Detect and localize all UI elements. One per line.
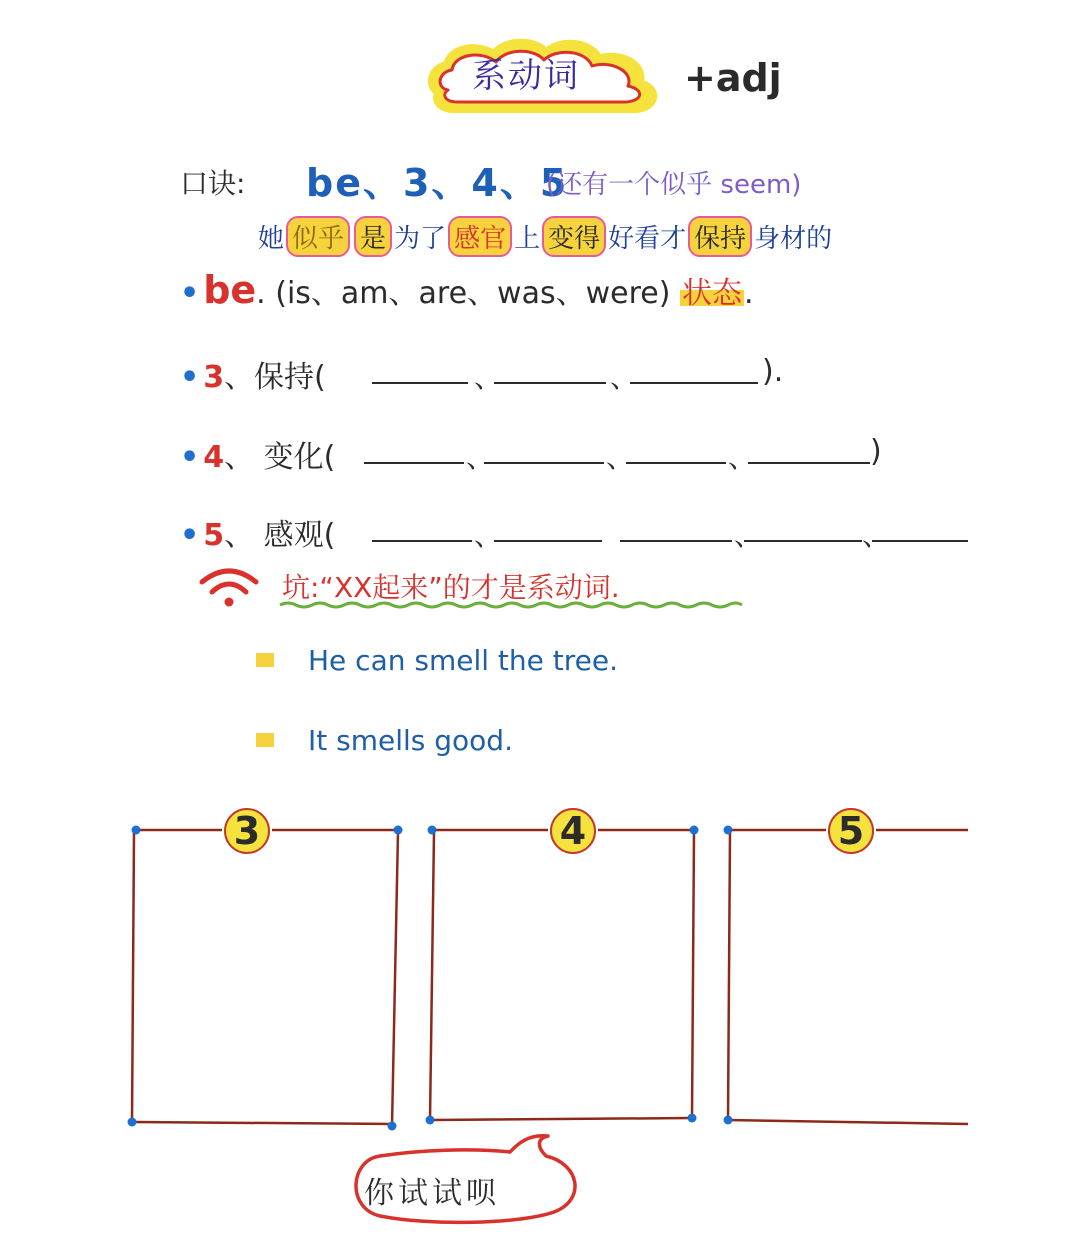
row-4-sep: 、 xyxy=(466,441,495,474)
row-4-num: 4 xyxy=(203,440,225,475)
title-suffix: +adj xyxy=(684,56,782,100)
row-3-end: ). xyxy=(762,354,784,389)
row-be-tag: 状态 xyxy=(681,276,742,311)
row-5-sep: 、 xyxy=(862,519,891,552)
row-4-label: 、 变化( xyxy=(224,440,336,475)
row-5-sep: 、 xyxy=(474,519,503,552)
box-3 xyxy=(132,830,398,1126)
bullet-dot: • xyxy=(180,276,200,311)
box-number-3: 3 xyxy=(224,808,270,854)
box-number-5: 5 xyxy=(828,808,874,854)
sentence-highlight-senses: 感官 xyxy=(448,216,512,257)
row-be-text: . (is、am、are、was、were) xyxy=(256,276,671,311)
box-4 xyxy=(430,830,694,1120)
try-button[interactable]: 你试试呗 xyxy=(364,1176,500,1211)
row-3-num: 3 xyxy=(203,360,225,395)
sentence-part: 身材的 xyxy=(754,224,833,254)
row-3-label: 、保持( xyxy=(224,360,326,395)
row-3-sep: 、 xyxy=(610,361,639,394)
mnemonic-note: (还有一个似乎 seem) xyxy=(546,170,802,200)
pitfall-text: 坑:“XX起来”的才是系动词. xyxy=(282,571,620,604)
sentence-part: 她 xyxy=(258,224,285,254)
mnemonic-label: 口诀: xyxy=(180,167,246,200)
example-text: It smells good. xyxy=(308,724,513,757)
box-number-4: 4 xyxy=(550,808,596,854)
sentence-highlight-be: 是 xyxy=(354,216,392,257)
row-5-label: 、 感观( xyxy=(224,518,336,553)
sentence-part: 为了 xyxy=(394,224,447,254)
row-be-num: be xyxy=(203,268,257,312)
row-5-num: 5 xyxy=(203,518,225,553)
row-4-end: ) xyxy=(870,434,882,469)
sentence-part: 上 xyxy=(514,224,541,254)
sentence-highlight-seem: 似乎 xyxy=(286,216,350,257)
bullet-dot: • xyxy=(180,360,200,395)
row-be-end: . xyxy=(743,276,754,311)
bullet-dot: • xyxy=(180,518,200,553)
row-3-sep: 、 xyxy=(474,361,503,394)
row-5-sep: 、 xyxy=(734,519,763,552)
sentence-highlight-keep: 保持 xyxy=(688,216,752,257)
example-text: He can smell the tree. xyxy=(308,644,619,677)
row-4-sep: 、 xyxy=(606,441,635,474)
sentence-part: 好看才 xyxy=(608,224,687,254)
title-main: 系动词 xyxy=(472,56,580,96)
mnemonic-main: be、3、4、5 xyxy=(306,161,569,205)
sentence-highlight-change: 变得 xyxy=(542,216,606,257)
bullet-dot: • xyxy=(180,440,200,475)
box-5 xyxy=(728,830,968,1124)
row-4-sep: 、 xyxy=(728,441,757,474)
